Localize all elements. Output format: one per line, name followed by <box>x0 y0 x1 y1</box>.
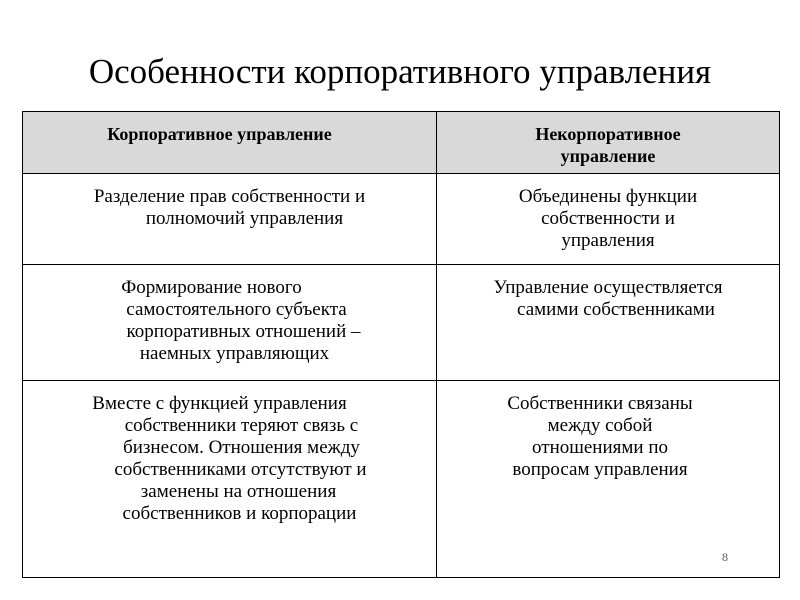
header-cell-line: управление <box>560 146 656 166</box>
table-cell-line: Формирование нового <box>121 277 302 298</box>
table-header-row <box>23 112 779 173</box>
table-cell-line: самими собственниками <box>517 299 715 320</box>
table-cell-line: полномочий управления <box>145 208 344 229</box>
comparison-table <box>22 111 780 578</box>
table-row <box>23 380 779 577</box>
table-cell-line: собственности и <box>541 208 675 229</box>
table-cell-line: заменены на отношения <box>140 481 337 502</box>
table-cell-line: бизнесом. Отношения между <box>123 437 360 458</box>
table-cell-line: собственников и корпорации <box>122 503 357 524</box>
table-cell-line: Разделение прав собственности и <box>93 186 366 207</box>
table-cell-line: наемных управляющих <box>139 343 330 364</box>
table-cell-line: между собой <box>547 415 653 436</box>
page-title: Особенности корпоративного управления <box>88 52 712 91</box>
table-cell-line: корпоративных отношений – <box>126 321 361 342</box>
header-cell-line: Некорпоративное <box>535 124 681 144</box>
table-cell-line: отношениями по <box>532 437 668 458</box>
table-cell-line: Собственники связаны <box>507 393 693 414</box>
table-row <box>23 264 779 380</box>
table-cell-line: вопросам управления <box>512 459 688 480</box>
table-cell-line: собственниками отсутствуют и <box>114 459 367 480</box>
table-cell-line: самостоятельного субъекта <box>126 299 347 320</box>
page-number: 8 <box>722 550 728 564</box>
table-cell-line: Объединены функции <box>518 186 698 207</box>
table-cell-line: Вместе с функцией управления <box>92 393 347 414</box>
table-cell-line: Управление осуществляется <box>493 277 723 298</box>
column-divider <box>436 112 437 577</box>
table-cell-line: собственники теряют связь с <box>124 415 359 436</box>
table-cell-line: управления <box>561 230 655 251</box>
table-row <box>23 173 779 264</box>
header-cell-line: Корпоративное управление <box>107 124 332 144</box>
